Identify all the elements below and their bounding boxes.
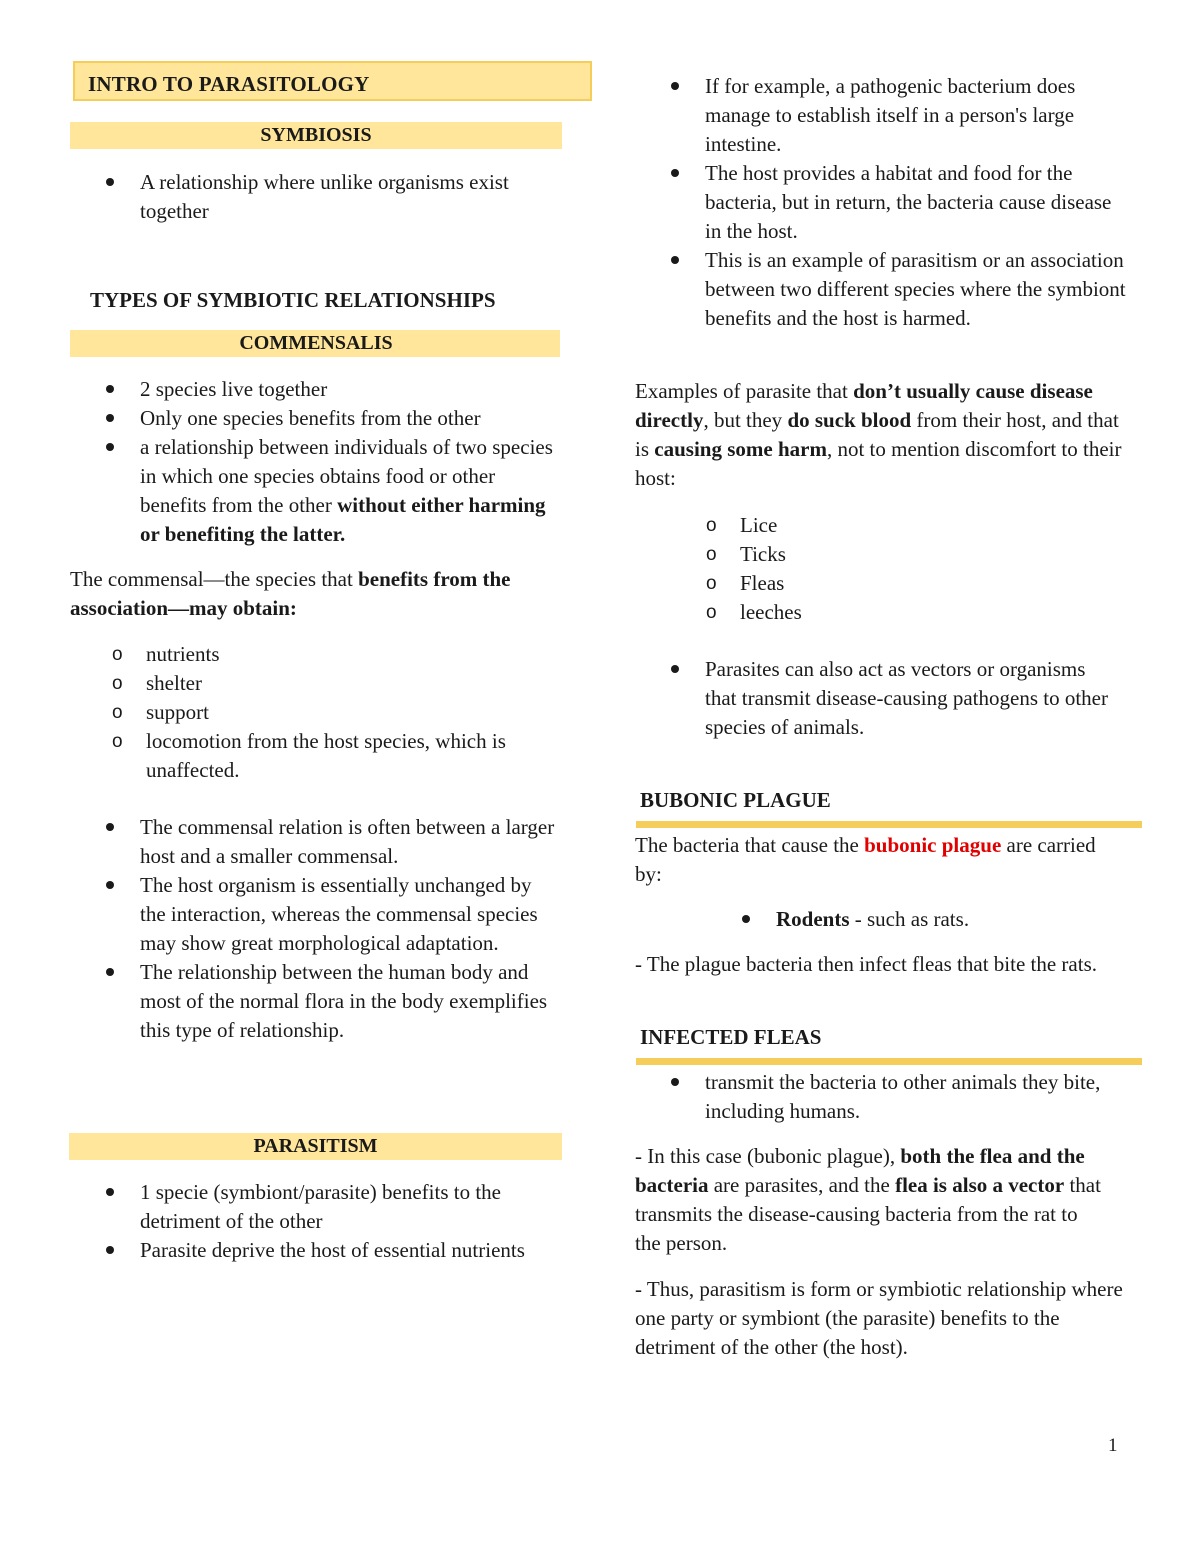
parasitism-example-list bbox=[669, 72, 1129, 333]
page-number: 1 bbox=[1108, 1435, 1118, 1456]
fleas-list bbox=[669, 1068, 1119, 1126]
list-item: Parasites can also act as vectors or organisms that transmit disease-causing pathogens to other species of animals. bbox=[669, 655, 1109, 742]
list-item: o Ticks bbox=[706, 540, 1006, 569]
fleas-rule bbox=[636, 1058, 1142, 1065]
text: are parasites, and the bbox=[708, 1173, 896, 1197]
list-item: A relationship where unlike organisms exist together bbox=[104, 168, 564, 226]
list-item: 2 species live together bbox=[104, 375, 566, 404]
text: that transmits the disease-causing bacteria from the rat to the person. bbox=[635, 1173, 1101, 1255]
list-item: o support bbox=[112, 698, 560, 727]
commensal-facts-list bbox=[104, 813, 556, 1045]
text: , not to mention discomfort to their host: bbox=[635, 437, 1122, 490]
plague-fleas-paragraph: - The plague bacteria then infect fleas that bite the rats. bbox=[635, 952, 1097, 976]
bold-text: don’t usually cause disease directly bbox=[635, 379, 1093, 432]
bold-text: both the flea and the bacteria bbox=[635, 1144, 1085, 1197]
list-item: The relationship between the human body and most of the normal flora in the body exemplifies this type of relationship. bbox=[104, 958, 556, 1045]
bold-text: Rodents bbox=[776, 907, 850, 931]
item-bold: without either harming or benefiting the latter. bbox=[140, 493, 546, 546]
list-item: o Fleas bbox=[706, 569, 1006, 598]
commensalis-list bbox=[104, 375, 566, 549]
item-text: a relationship between individuals of two species in which one species obtains food or other benefits from the other bbox=[140, 435, 553, 517]
list-item: The host provides a habitat and food for the bacteria, but in return, the bacteria cause disease in the host. bbox=[669, 159, 1129, 246]
text: are carried by: bbox=[635, 833, 1096, 886]
parasite-examples-list bbox=[706, 511, 1006, 627]
carrier-list bbox=[740, 905, 1120, 934]
list-item: Only one species benefits from the other bbox=[104, 404, 566, 433]
bubonic-rule bbox=[636, 821, 1142, 828]
vectors-list bbox=[669, 655, 1109, 742]
commensal-intro bbox=[70, 565, 570, 623]
page-title: INTRO TO PARASITOLOGY bbox=[88, 72, 370, 96]
bold-text: do suck blood bbox=[787, 408, 912, 432]
list-item: o Lice bbox=[706, 511, 1006, 540]
list-item: This is an example of parasitism or an association between two different species where the symbiont benefits and the host is harmed. bbox=[669, 246, 1129, 333]
list-item: 1 specie (symbiont/parasite) benefits to the detriment of the other bbox=[104, 1178, 564, 1236]
symbiosis-list bbox=[104, 168, 564, 226]
list-item: o nutrients bbox=[112, 640, 560, 669]
text: from their host, and that is bbox=[635, 408, 1119, 461]
bold-text: flea is also a vector bbox=[895, 1173, 1065, 1197]
list-item bbox=[104, 433, 566, 549]
bubonic-paragraph bbox=[635, 831, 1125, 889]
examples-paragraph bbox=[635, 377, 1135, 493]
list-item bbox=[740, 905, 1120, 934]
parasitism-label: PARASITISM bbox=[253, 1135, 378, 1157]
text: Examples of parasite that bbox=[635, 379, 854, 403]
fleas-heading: INFECTED FLEAS bbox=[640, 1025, 822, 1049]
bold-text: causing some harm bbox=[654, 437, 827, 461]
fleas-case-paragraph bbox=[635, 1142, 1105, 1258]
commensalis-label: COMMENSALIS bbox=[239, 332, 393, 354]
list-item: o locomotion from the host species, which is unaffected. bbox=[112, 727, 560, 785]
list-item: Parasite deprive the host of essential nutrients bbox=[104, 1236, 564, 1265]
types-heading: TYPES OF SYMBIOTIC RELATIONSHIPS bbox=[90, 288, 496, 312]
intro-text: The commensal—the species that bbox=[70, 567, 359, 591]
highlight-text: bubonic plague bbox=[864, 833, 1002, 857]
thus-paragraph: - Thus, parasitism is form or symbiotic relationship where one party or symbiont (the parasite) benefits to the detriment of the other (the host). bbox=[635, 1277, 1123, 1359]
intro-bold: benefits from the association—may obtain: bbox=[70, 567, 511, 620]
text: , but they bbox=[703, 408, 788, 432]
bubonic-heading: BUBONIC PLAGUE bbox=[640, 788, 831, 812]
text: The bacteria that cause the bbox=[635, 833, 865, 857]
text: - In this case (bubonic plague), bbox=[635, 1144, 901, 1168]
list-item: The host organism is essentially unchanged by the interaction, whereas the commensal species may show great morphological adaptation. bbox=[104, 871, 556, 958]
obtain-list bbox=[112, 640, 560, 785]
list-item: o shelter bbox=[112, 669, 560, 698]
text: - such as rats. bbox=[849, 907, 970, 931]
parasitism-list bbox=[104, 1178, 564, 1265]
list-item: The commensal relation is often between a larger host and a smaller commensal. bbox=[104, 813, 556, 871]
list-item: o leeches bbox=[706, 598, 1006, 627]
list-item: transmit the bacteria to other animals they bite, including humans. bbox=[669, 1068, 1119, 1126]
symbiosis-label: SYMBIOSIS bbox=[260, 124, 372, 146]
list-item: If for example, a pathogenic bacterium does manage to establish itself in a person's large intestine. bbox=[669, 72, 1129, 159]
